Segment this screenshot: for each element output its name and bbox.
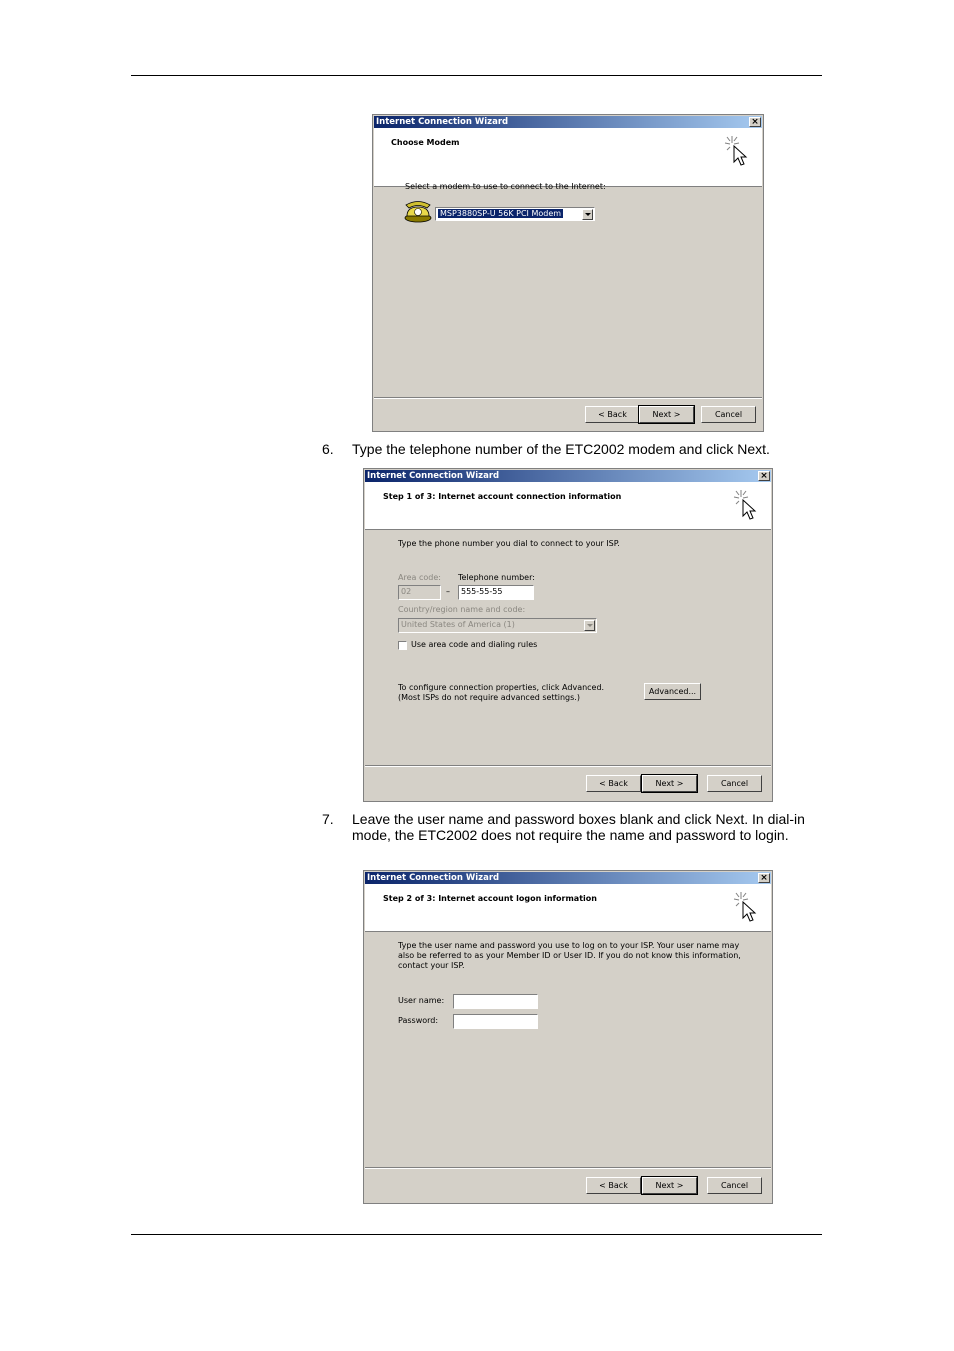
close-button[interactable]: × (749, 117, 761, 127)
modem-select[interactable] (435, 207, 595, 221)
back-button[interactable]: < Back (586, 775, 641, 792)
step-number: 6. (322, 441, 334, 457)
use-rules-checkbox[interactable] (398, 641, 407, 650)
close-button[interactable]: × (758, 471, 770, 481)
header-title: Step 2 of 3: Internet account logon information (383, 894, 597, 903)
header-title: Choose Modem (391, 138, 460, 147)
logon-prompt-line-2: also be referred to as your Member ID or User ID. If you do not know this information, (398, 951, 741, 960)
chevron-down-icon[interactable] (584, 620, 595, 631)
footer-separator (365, 765, 771, 767)
cancel-button[interactable]: Cancel (707, 1177, 762, 1194)
country-label: Country/region name and code: (398, 605, 526, 614)
back-button[interactable]: < Back (585, 406, 640, 423)
wizard-header (365, 482, 771, 530)
country-select[interactable] (398, 618, 597, 633)
username-label: User name: (398, 996, 445, 1005)
next-button[interactable]: Next > (642, 775, 697, 792)
dialog-title-bar: Internet Connection Wizard (374, 116, 762, 128)
wizard-header (365, 884, 771, 932)
next-button[interactable]: Next > (639, 406, 694, 423)
password-field[interactable] (453, 1014, 538, 1029)
header-title: Step 1 of 3: Internet account connection information (383, 492, 622, 501)
step-number: 7. (322, 811, 334, 827)
telephone-field[interactable]: 555-55-55 (458, 585, 534, 600)
wizard-cursor-icon (733, 488, 761, 520)
logon-prompt-line-3: contact your ISP. (398, 961, 465, 970)
phone-prompt: Type the phone number you dial to connect to your ISP. (398, 539, 620, 548)
back-button[interactable]: < Back (586, 1177, 641, 1194)
cancel-button[interactable]: Cancel (707, 775, 762, 792)
advanced-info-line-2: (Most ISPs do not require advanced settings.) (398, 693, 580, 702)
advanced-button[interactable]: Advanced... (644, 683, 701, 700)
choose-modem-dialog (372, 114, 764, 432)
close-button[interactable]: × (758, 873, 770, 883)
phone-modem-icon (404, 199, 432, 223)
dialog-title-bar: Internet Connection Wizard (365, 470, 771, 482)
area-code-field[interactable]: 02 (398, 585, 441, 600)
footer-separator (374, 397, 762, 399)
cancel-button[interactable]: Cancel (701, 406, 756, 423)
connection-info-dialog (363, 468, 773, 802)
footer-rule (131, 1234, 822, 1235)
step-text: Leave the user name and password boxes blank and click Next. In dial-in mode, the ETC2002 does not require the name and password to login. (352, 811, 805, 843)
area-code-label: Area code: (398, 573, 441, 582)
chevron-down-icon[interactable] (582, 209, 593, 220)
use-rules-label[interactable]: Use area code and dialing rules (411, 640, 538, 649)
wizard-header (374, 128, 762, 187)
modem-prompt: Select a modem to use to connect to the Internet: (405, 182, 606, 191)
modem-selected-value: MSP3880SP-U 56K PCI Modem (440, 209, 562, 218)
password-label: Password: (398, 1016, 439, 1025)
telephone-label: Telephone number: (458, 573, 535, 582)
wizard-cursor-icon (724, 134, 752, 166)
wizard-cursor-icon (733, 890, 761, 922)
username-field[interactable] (453, 994, 538, 1009)
step-text: Type the telephone number of the ETC2002 modem and click Next. (352, 441, 770, 457)
country-value: United States of America (1) (401, 620, 515, 629)
dialog-title-bar: Internet Connection Wizard (365, 872, 771, 884)
next-button[interactable]: Next > (642, 1177, 697, 1194)
logon-info-dialog (363, 870, 773, 1204)
footer-separator (365, 1167, 771, 1169)
advanced-info-line-1: To configure connection properties, click Advanced. (398, 683, 605, 692)
dash-separator: – (446, 587, 450, 596)
header-rule (131, 75, 822, 76)
logon-prompt-line-1: Type the user name and password you use to log on to your ISP. Your user name may (398, 941, 740, 950)
